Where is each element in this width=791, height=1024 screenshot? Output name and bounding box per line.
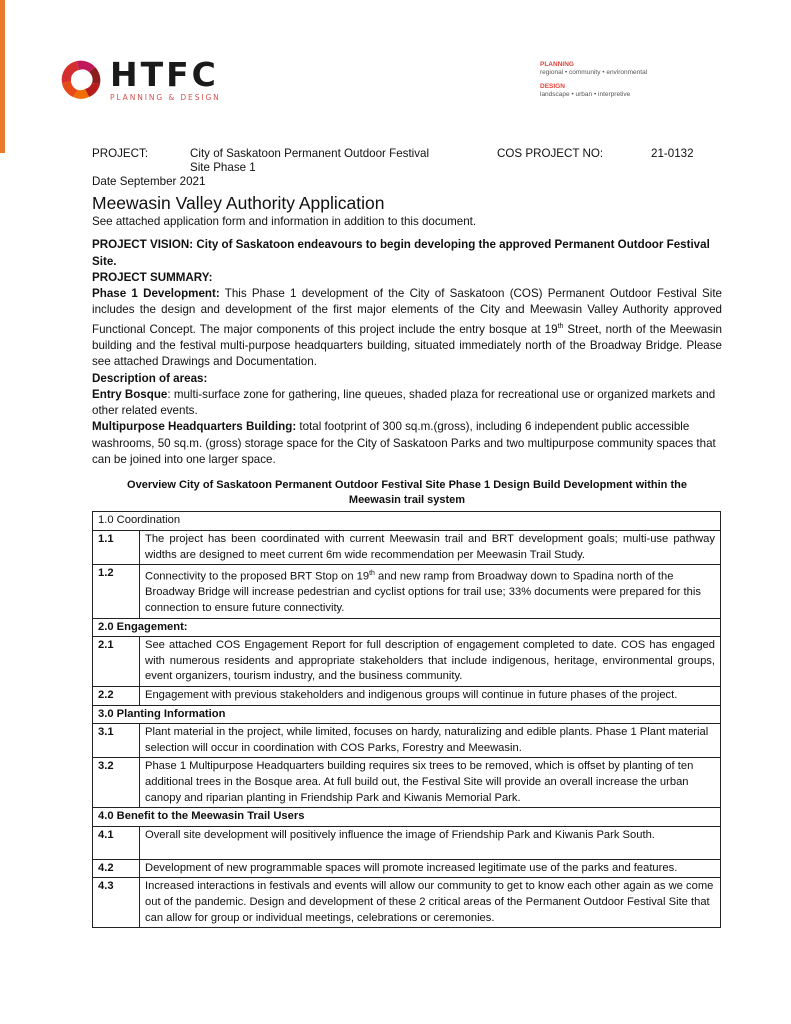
bosque-text: : multi-surface zone for gathering, line queues, shaded plaza for recreational use or organized markets and other related events.: [92, 387, 716, 418]
row-text: Phase 1 Multipurpose Headquarters building requires six trees to be removed, which is offset by planting of ten additional trees in the Bosque area. At full build out, the Festival Site will provide an overall increase the urban canopy and riparian planting in Friendship Park and Kiwanis Memorial Park.: [140, 758, 721, 808]
superscript: th: [557, 322, 564, 330]
project-label: PROJECT:: [92, 147, 149, 160]
vision-text: City of Saskatoon endeavours to begin developing the approved Permanent Outdoor Festival Site.: [92, 238, 710, 268]
row-text: The project has been coordinated with current Meewasin trail and BRT development goals; multi-use pathway widths are designed to meet current 6m wide recommendation per Meewasin Trail Study.: [140, 530, 721, 564]
table-row: [93, 826, 721, 859]
table-row: [93, 530, 721, 564]
logo-subtitle: PLANNING & DESIGN: [110, 92, 221, 102]
phase1-text-cont: Street, north of the Meewasin building and the festival multi-purpose headquarters building, situated immediately north of the Broadway Bridge. Please see attached Drawings and Documentation.: [92, 322, 722, 369]
row-text: [140, 826, 721, 859]
row-number: 3.1: [93, 724, 140, 758]
bosque-paragraph: [92, 387, 722, 420]
logo-wordmark: HTFC: [110, 54, 219, 94]
row-text: See attached COS Engagement Report for full description of engagement completed to date. COS has engaged with numerous residents and appropriate stakeholders that include indigenous, heritage, environmental groups, event organizers, tourism industry, and the business community.: [140, 637, 721, 687]
hq-label: Multipurpose Headquarters Building:: [92, 420, 297, 434]
section-heading: 1.0 Coordination: [93, 512, 721, 531]
row-number: 1.2: [93, 565, 140, 619]
row-number: 2.1: [93, 637, 140, 687]
section-heading: 4.0 Benefit to the Meewasin Trail Users: [93, 808, 721, 827]
row-number: 3.2: [93, 758, 140, 808]
row-text: Increased interactions in festivals and events will allow our community to get to know each other again as we come out of the pandemic. Design and development of these 2 critical areas of the Permanent Outdoor Festival Site that can allow for group or individual meetings, celebrations or ceremonies.: [140, 878, 721, 928]
table-row: [93, 686, 721, 705]
row-number: 1.1: [93, 530, 140, 564]
htfc-logo: [58, 54, 221, 103]
row-number: 2.2: [93, 686, 140, 705]
row-text: Plant material in the project, while limited, focuses on hardy, naturalizing and edible plants. Phase 1 Plant material selection will occur in coordination with COS Parks, Forestry and Meewasin.: [140, 724, 721, 758]
cos-project-label: COS PROJECT NO:: [497, 147, 604, 160]
accent-bar: [0, 0, 5, 153]
project-vision: [92, 237, 722, 270]
row-text: [140, 565, 721, 619]
document-body: [92, 147, 722, 928]
areas-heading: Description of areas:: [92, 371, 208, 385]
row-text-content: Overall site development will positively influence the image of Friendship Park and Kiwanis Park South.: [145, 828, 655, 841]
document-title: Meewasin Valley Authority Application: [92, 193, 385, 213]
phase1-label: Phase 1 Development:: [92, 287, 220, 301]
firm-tagline: [540, 61, 647, 105]
section-row: [93, 808, 721, 827]
table-row: [93, 565, 721, 619]
table-row: [93, 758, 721, 808]
project-name-line1: City of Saskatoon Permanent Outdoor Festival: [190, 147, 430, 160]
vision-label: PROJECT VISION:: [92, 238, 194, 252]
project-name-line2: Site Phase 1: [190, 161, 256, 174]
table-row: [93, 637, 721, 687]
cos-project-number: 21-0132: [651, 147, 694, 160]
hq-paragraph: [92, 419, 722, 468]
section-heading: 3.0 Planting Information: [93, 705, 721, 724]
section-row: [93, 618, 721, 637]
intro-text: See attached application form and information in addition to this document.: [92, 215, 477, 228]
document-date: Date September 2021: [92, 175, 206, 188]
row-number: 4.2: [93, 859, 140, 878]
row-text: Engagement with previous stakeholders and indigenous groups will continue in future phases of the project.: [140, 686, 721, 705]
table-row: [93, 878, 721, 928]
project-header: [92, 147, 722, 177]
section-row: [93, 705, 721, 724]
design-label: DESIGN: [540, 83, 565, 90]
logo-swirl-icon: [58, 57, 104, 103]
row-text-b: and new ramp from Broadway down to Spadina north of the Broadway Bridge will increase pedestrian and cyclist options for trail use; 33% documents were prepared for this connection to ensure future connectivity.: [145, 570, 701, 615]
hq-text: total footprint of 300 sq.m.(gross), including 6 independent public accessible washrooms, 50 sq.m. (gross) storage space for the City of Saskatoon Parks and two multipurpose community spaces that can be joined into one larger space.: [92, 420, 716, 467]
summary-heading: PROJECT SUMMARY:: [92, 270, 213, 284]
design-subtitle: landscape • urban • interpretive: [540, 91, 631, 98]
phase1-text: This Phase 1 development of the City of Saskatoon (COS) Permanent Outdoor Festival Site includes the design and development of the first major elements of the City and Meewasin Valley Authority approved Functional Concept. The major components of this project include the entry bosque at 19: [92, 287, 723, 336]
table-row: [93, 859, 721, 878]
phase1-paragraph: [92, 286, 722, 370]
planning-label: PLANNING: [540, 61, 574, 68]
overview-table: [92, 511, 721, 928]
row-text-a: Connectivity to the proposed BRT Stop on 19: [145, 570, 370, 583]
row-number: 4.3: [93, 878, 140, 928]
table-row: [93, 724, 721, 758]
row-text: Development of new programmable spaces will promote increased legitimate use of the parks and features.: [140, 859, 721, 878]
project-name: [190, 147, 460, 175]
section-heading: 2.0 Engagement:: [93, 618, 721, 637]
bosque-label: Entry Bosque: [92, 387, 168, 401]
section-row: [93, 512, 721, 531]
superscript: th: [369, 570, 375, 578]
table-caption: Overview City of Saskatoon Permanent Outdoor Festival Site Phase 1 Design Build Development within the Meewasin trail system: [127, 479, 687, 507]
planning-subtitle: regional • community • environmental: [540, 69, 648, 76]
row-number: 4.1: [93, 826, 140, 859]
